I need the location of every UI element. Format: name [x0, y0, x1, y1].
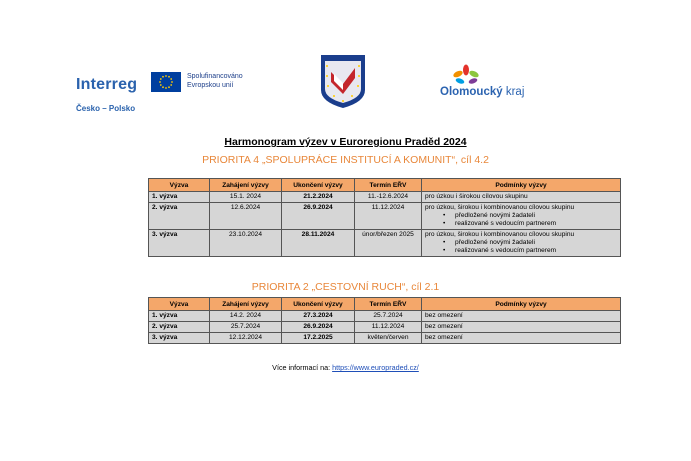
schedule-table-priority-2	[148, 297, 621, 344]
document-title: Harmonogram výzev v Euroregionu Praděd 2024	[224, 136, 467, 148]
table-header-row	[149, 298, 621, 311]
eu-cofinanced-text	[187, 72, 243, 90]
col-header-erv: Termín EŘV	[355, 298, 422, 311]
round-cell: 2. výzva	[149, 203, 210, 230]
condition-text: pro úzkou i širokou cílovou skupinu	[425, 193, 528, 200]
conditions-cell: bez omezení	[422, 333, 621, 344]
start-cell: 12.6.2024	[210, 203, 282, 230]
schedule-table-priority-4	[148, 178, 621, 257]
end-cell: 17.2.2025	[282, 333, 355, 344]
erv-cell: 11.-12.6.2024	[355, 192, 422, 203]
end-cell: 26.9.2024	[282, 203, 355, 230]
table-row	[149, 192, 621, 203]
conditions-cell	[422, 192, 621, 203]
col-header-start: Zahájení výzvy	[210, 179, 282, 192]
col-header-end: Ukončení výzvy	[282, 179, 355, 192]
col-header-end: Ukončení výzvy	[282, 298, 355, 311]
kraj-word: kraj	[505, 86, 525, 98]
condition-text: pro úzkou, širokou i kombinovanou cílovou skupinu	[425, 231, 575, 238]
olomoucky-kraj-logo	[436, 64, 566, 112]
condition-bullet: • realizované s vedoucím partnerem	[425, 247, 617, 255]
table-row	[149, 230, 621, 257]
erv-cell: 11.12.2024	[355, 322, 422, 333]
col-header-round: Výzva	[149, 298, 210, 311]
flower-icon	[444, 64, 488, 88]
round-cell: 3. výzva	[149, 230, 210, 257]
erv-cell: 11.12.2024	[355, 203, 422, 230]
interreg-logo	[76, 70, 276, 120]
erv-cell: květen/červen	[355, 333, 422, 344]
condition-bullet: • předložené novými žadateli	[425, 212, 617, 220]
erv-cell: 25.7.2024	[355, 311, 422, 322]
more-info	[0, 363, 691, 372]
conditions-cell	[422, 230, 621, 257]
round-cell: 3. výzva	[149, 333, 210, 344]
table-row	[149, 333, 621, 344]
eu-line-2: Evropskou unií	[187, 82, 234, 89]
start-cell: 25.7.2024	[210, 322, 282, 333]
erv-cell: únor/březen 2025	[355, 230, 422, 257]
conditions-cell: bez omezení	[422, 311, 621, 322]
col-header-conditions: Podmínky výzvy	[422, 298, 621, 311]
eu-line-1: Spolufinancováno	[187, 73, 243, 80]
condition-text: pro úzkou, širokou i kombinovanou cílovou skupinu	[425, 204, 575, 211]
table-row	[149, 203, 621, 230]
end-cell: 28.11.2024	[282, 230, 355, 257]
olomoucky-kraj-wordmark	[440, 86, 524, 98]
conditions-cell: bez omezení	[422, 322, 621, 333]
start-cell: 23.10.2024	[210, 230, 282, 257]
eu-flag-icon	[151, 72, 181, 92]
europraded-link[interactable]: https://www.europraded.cz/	[332, 363, 419, 372]
program-region: Česko – Polsko	[76, 104, 136, 113]
end-cell: 26.9.2024	[282, 322, 355, 333]
table-header-row	[149, 179, 621, 192]
interreg-wordmark: Interreg	[76, 76, 138, 93]
col-header-round: Výzva	[149, 179, 210, 192]
conditions-cell	[422, 203, 621, 230]
round-cell: 2. výzva	[149, 322, 210, 333]
start-cell: 12.12.2024	[210, 333, 282, 344]
condition-bullet: • realizované s vedoucím partnerem	[425, 220, 617, 228]
end-cell: 27.3.2024	[282, 311, 355, 322]
end-cell: 21.2.2024	[282, 192, 355, 203]
col-header-start: Zahájení výzvy	[210, 298, 282, 311]
euroregion-praded-emblem-icon	[318, 52, 368, 110]
table-row	[149, 322, 621, 333]
condition-bullet: • předložené novými žadateli	[425, 239, 617, 247]
round-cell: 1. výzva	[149, 311, 210, 322]
start-cell: 15.1. 2024	[210, 192, 282, 203]
table-row	[149, 311, 621, 322]
col-header-conditions: Podmínky výzvy	[422, 179, 621, 192]
more-info-label: Více informací na:	[272, 363, 331, 372]
olomoucky-name: Olomoucký	[440, 86, 503, 98]
condition-bullets	[425, 239, 617, 255]
round-cell: 1. výzva	[149, 192, 210, 203]
condition-bullets	[425, 212, 617, 228]
col-header-erv: Termín EŘV	[355, 179, 422, 192]
section-title-priority-2: PRIORITA 2 „CESTOVNÍ RUCH“, cíl 2.1	[251, 281, 440, 293]
section-title-priority-4: PRIORITA 4 „SPOLUPRÁCE INSTITUCÍ A KOMUNIT“, cíl 4.2	[202, 154, 489, 166]
start-cell: 14.2. 2024	[210, 311, 282, 322]
